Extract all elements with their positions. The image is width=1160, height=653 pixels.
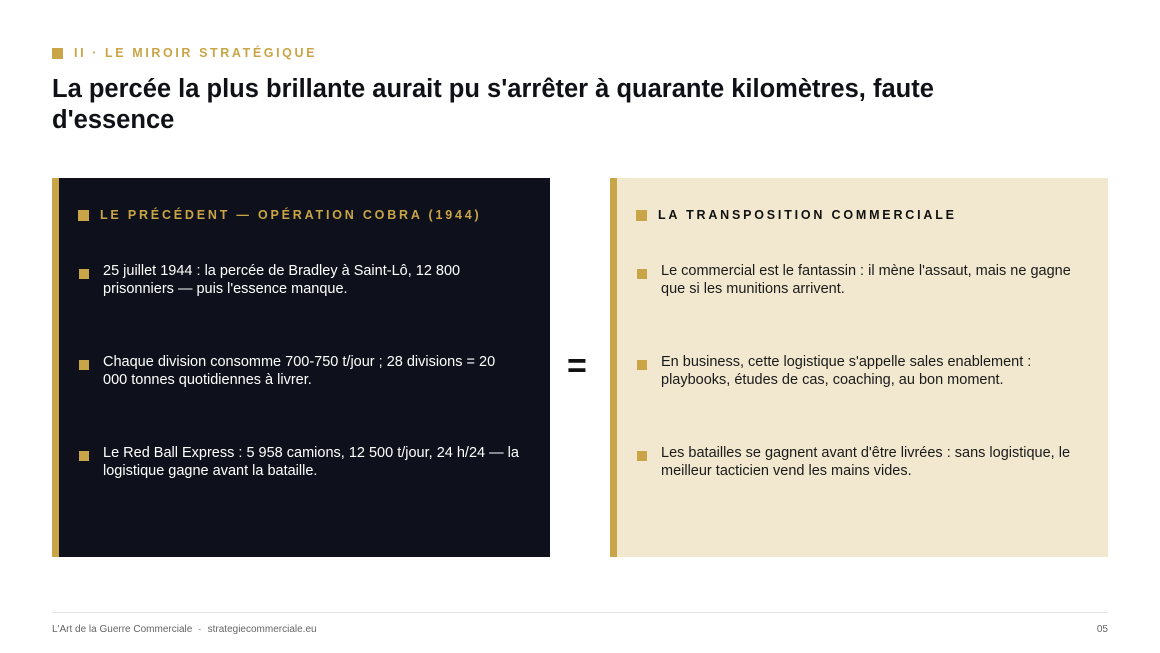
square-bullet-icon <box>52 48 63 59</box>
footer-brand: L'Art de la Guerre Commerciale <box>52 624 193 635</box>
section-tag <box>52 46 317 60</box>
list-item-text: 25 juillet 1944 : la percée de Bradley à Saint-Lô, 12 800 prisonniers — puis l'essence manque. <box>103 263 461 297</box>
page-number: 05 <box>1096 624 1108 635</box>
square-bullet-icon <box>79 451 89 461</box>
list-item <box>79 353 519 389</box>
square-bullet-icon <box>637 360 647 370</box>
list-item-text: Chaque division consomme 700-750 t/jour ; 28 divisions = 20 000 tonnes quotidiennes à livrer. <box>103 354 496 388</box>
list-item-text: Les batailles se gagnent avant d'être livrées : sans logistique, le meilleur tacticien vend les mains vides. <box>661 445 1071 479</box>
list-item <box>79 262 519 298</box>
panel-title: LA TRANSPOSITION COMMERCIALE <box>658 208 957 222</box>
panel-header <box>636 208 957 222</box>
list-item-text: Le Red Ball Express : 5 958 camions, 12 500 t/jour, 24 h/24 — la logistique gagne avant la bataille. <box>103 445 519 479</box>
footer-separator: · <box>198 624 202 635</box>
panel-header <box>78 208 481 222</box>
list-item <box>637 353 1077 389</box>
footer-credits <box>52 624 317 635</box>
panel-title: LE PRÉCÉDENT — OPÉRATION COBRA (1944) <box>100 208 482 222</box>
square-bullet-icon <box>636 210 647 221</box>
list-item <box>637 444 1077 480</box>
transposition-panel <box>610 178 1108 557</box>
footer-site: strategiecommerciale.eu <box>207 624 317 635</box>
list-item-text: Le commercial est le fantassin : il mène l'assaut, mais ne gagne que si les munitions arrivent. <box>661 263 1071 297</box>
list-item-text: En business, cette logistique s'appelle sales enablement : playbooks, études de cas, coaching, au bon moment. <box>661 354 1032 388</box>
slide-title: La percée la plus brillante aurait pu s'arrêter à quarante kilomètres, faute d'essence <box>52 75 934 134</box>
precedent-panel <box>52 178 550 557</box>
equals-sign: = <box>567 347 587 385</box>
square-bullet-icon <box>637 269 647 279</box>
square-bullet-icon <box>637 451 647 461</box>
list-item <box>79 444 519 480</box>
section-tag-label: II · LE MIROIR STRATÉGIQUE <box>74 46 318 60</box>
square-bullet-icon <box>79 269 89 279</box>
footer-divider <box>52 612 1108 613</box>
square-bullet-icon <box>79 360 89 370</box>
list-item <box>637 262 1077 298</box>
square-bullet-icon <box>78 210 89 221</box>
